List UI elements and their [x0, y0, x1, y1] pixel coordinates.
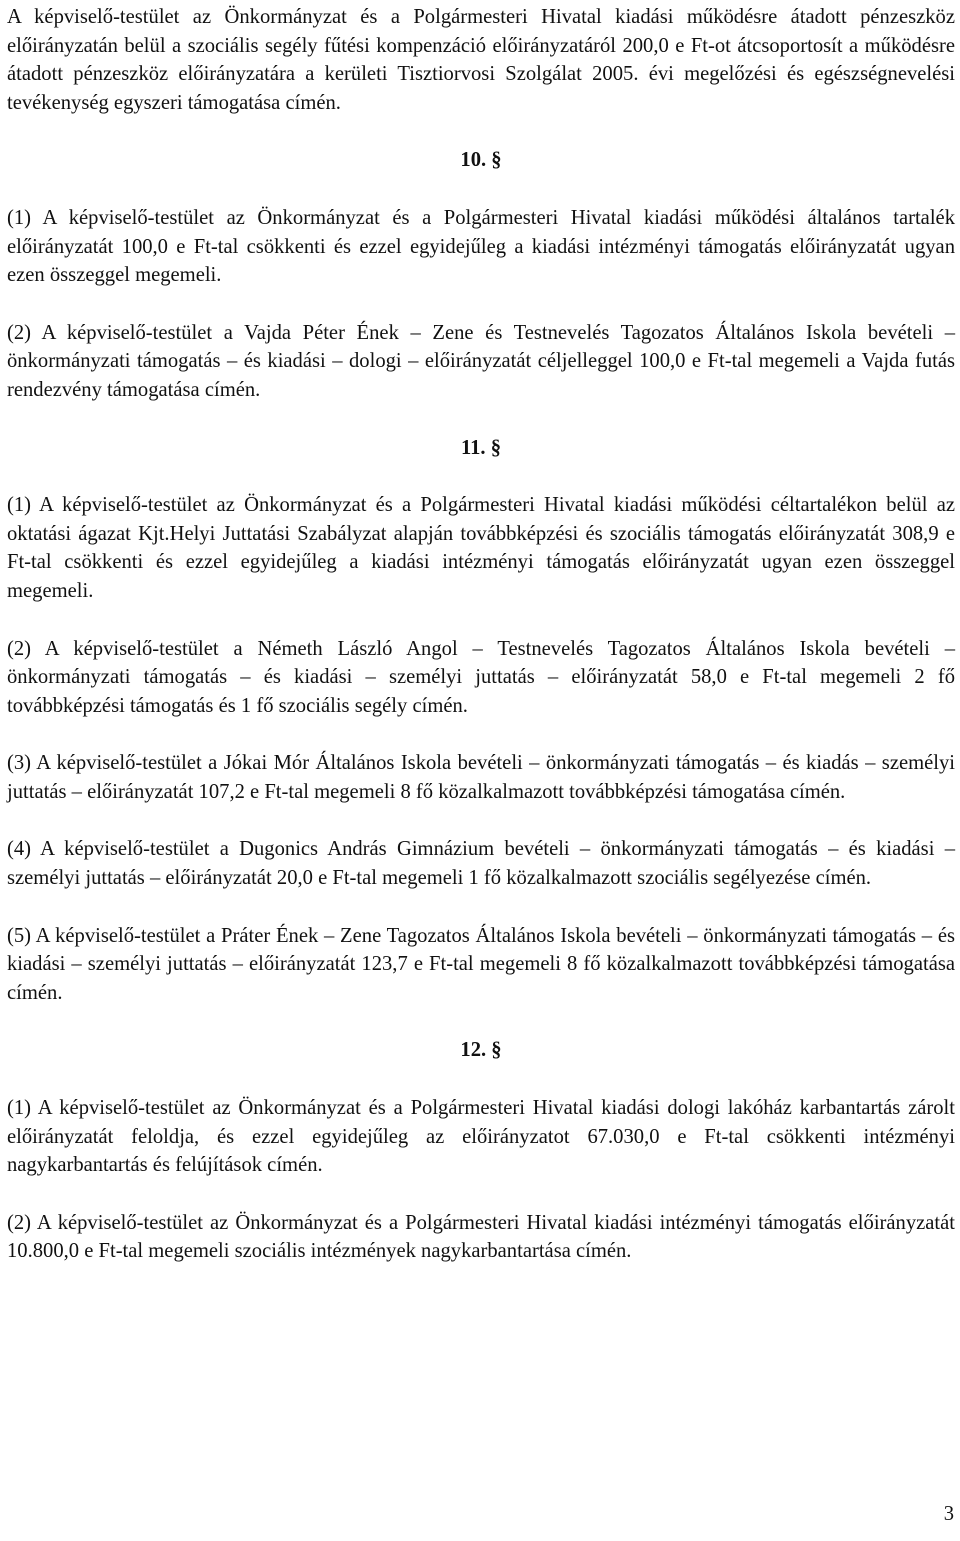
page-number: 3: [943, 1503, 954, 1525]
section-11-paragraph-5: (5) A képviselő-testület a Práter Ének – Zene Tagozatos Általános Iskola bevételi – önkormányzati támogatás – és kiadási – személyi juttatás – előirányzatát 123,7 e Ft-tal megemeli 8 fő közalkalmazott továbbképzési támogatása címén.: [7, 924, 955, 1004]
section-heading-10: 10. §: [460, 149, 502, 172]
section-11-paragraph-1: (1) A képviselő-testület az Önkormányzat és a Polgármesteri Hivatal kiadási működési céltartalékon belül az oktatási ágazat Kjt.Helyi Juttatási Szabályzat alapján továbbképzési és szociális támogatás előirányzatát 308,9 e Ft-tal csökkenti és ezzel egyidejűleg a kiadási intézményi támogatás előirányzatát ugyan ezen összeggel megemeli.: [7, 494, 955, 602]
intro-paragraph: A képviselő-testület az Önkormányzat és a Polgármesteri Hivatal kiadási működésre átadott pénzeszköz előirányzatán belül a szociális segély fűtési kompenzáció előirányzatáról 200,0 e Ft-ot átcsoportosít a működésre átadott pénzeszköz előirányzatára a kerületi Tisztiorvosi Szolgálat 2005. évi megelőzési és egészségnevelési tevékenység egyszeri támogatása címén.: [7, 6, 955, 114]
section-10-paragraph-2: (2) A képviselő-testület a Vajda Péter Ének – Zene és Testnevelés Tagozatos Általános Iskola bevételi – önkormányzati támogatás – és kiadási – dologi – előirányzatát céljelleggel 100,0 e Ft-tal megemeli a Vajda futás rendezvény támogatása címén.: [7, 321, 955, 401]
section-heading-11: 11. §: [460, 436, 502, 459]
section-12-paragraph-1: (1) A képviselő-testület az Önkormányzat és a Polgármesteri Hivatal kiadási dologi lakóház karbantartás zárolt előirányzatát feloldja, és ezzel egyidejűleg az előirányzatot 67.030,0 e Ft-tal csökkenti intézményi nagykarbantartás és felújítások címén.: [7, 1097, 955, 1177]
document-page: [7, 3, 955, 1266]
section-heading-12: 12. §: [460, 1039, 502, 1062]
section-11-paragraph-4: (4) A képviselő-testület a Dugonics András Gimnázium bevételi – önkormányzati támogatás – és kiadási – személyi juttatás – előirányzatát 20,0 e Ft-tal megemeli 1 fő közalkalmazott szociális segélyezése címén.: [7, 838, 955, 890]
section-10-paragraph-1: (1) A képviselő-testület az Önkormányzat és a Polgármesteri Hivatal kiadási működési általános tartalék előirányzatát 100,0 e Ft-tal csökkenti és ezzel egyidejűleg a kiadási intézményi támogatás előirányzatát ugyan ezen összeggel megemeli.: [7, 206, 955, 287]
section-11-paragraph-3: (3) A képviselő-testület a Jókai Mór Általános Iskola bevételi – önkormányzati támogatás – és kiadás – személyi juttatás – előirányzatát 107,2 e Ft-tal megemeli 8 fő közalkalmazott továbbképzési támogatása címén.: [7, 752, 955, 803]
section-11-paragraph-2: (2) A képviselő-testület a Németh László Angol – Testnevelés Tagozatos Általános Iskola bevételi – önkormányzati támogatás – és kiadási – személyi juttatás – előirányzatát 58,0 e Ft-tal megemeli 2 fő továbbképzési támogatás és 1 fő szociális segély címén.: [7, 637, 955, 717]
section-12-paragraph-2: (2) A képviselő-testület az Önkormányzat és a Polgármesteri Hivatal kiadási intézményi támogatás előirányzatát 10.800,0 e Ft-tal megemeli szociális intézmények nagykarbantartása címén.: [7, 1211, 955, 1263]
